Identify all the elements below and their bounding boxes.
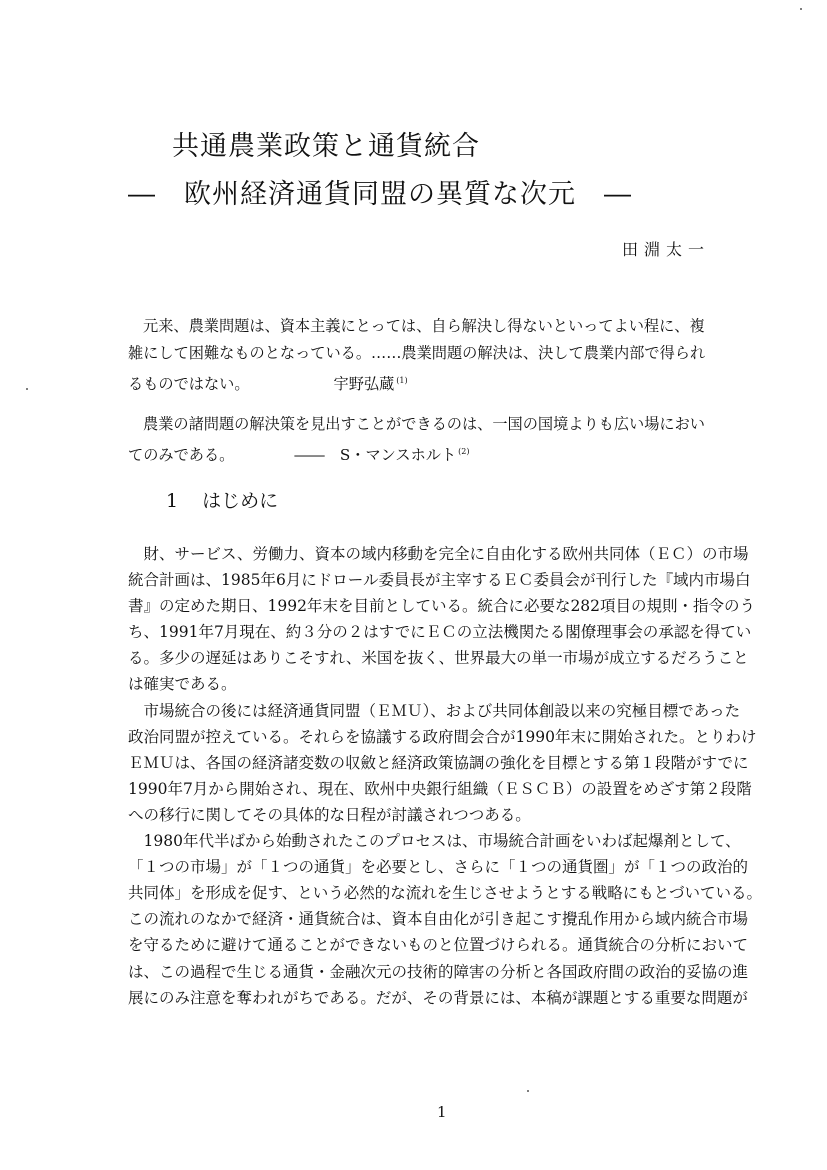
- body-line: は確実である。: [128, 675, 237, 694]
- epigraph-mansholt: [128, 411, 705, 469]
- title-line-1: 共通農業政策と通貨統合: [172, 131, 480, 162]
- body-line: 財、サービス、労働力、資本の域内移動を完全に自由化する欧州共同体（ＥＣ）の市場: [128, 545, 749, 563]
- author-name: 田淵太一: [622, 240, 711, 259]
- body-line: る。多少の遅延はありこそすれ、米国を抜く、世界最大の単一市場が成立するだろうこと: [128, 649, 749, 668]
- body-text: [128, 541, 762, 1011]
- epigraph-line: 農業の諸問題の解決策を見出すことができるのは、一国の国境よりも広い場におい: [143, 415, 705, 433]
- footnote-marker: (2): [458, 447, 470, 456]
- body-line: への移行に関してその具体的な日程が討議されつつある。: [128, 805, 531, 824]
- section-heading: [166, 486, 278, 513]
- body-line: 政治同盟が控えている。それらを協議する政府間会合が1990年末に開始された。とりわけ: [128, 727, 757, 746]
- epigraph-source: 宇野弘蔵: [333, 375, 395, 393]
- epigraph-source: ―― S・マンスホルト: [294, 446, 457, 464]
- epigraph-line: るものではない。: [128, 375, 250, 393]
- body-line: この流れのなかで経済・通貨統合は、資本自由化が引き起こす攪乱作用から域内統合市場: [128, 910, 749, 929]
- section-number: 1: [166, 490, 179, 512]
- scan-speck: [26, 388, 28, 390]
- body-line: 書』の定めた期日、1992年末を目前としている。統合に必要な282項目の規則・指令のう: [128, 597, 756, 616]
- body-line: 統合計画は、1985年6月にドロール委員長が主宰するＥＣ委員会が刊行した『域内市場白: [128, 571, 751, 590]
- body-line: 1980年代半ばから始動されたこのプロセスは、市場統合計画をいわば起爆剤として、: [128, 832, 741, 851]
- body-line: 共同体」を形成を促す、という必然的な流れを生じさせようとする戦略にもとづいている。: [128, 884, 762, 903]
- scan-speck: [800, 8, 802, 10]
- title-line-2: ― 欧州経済通貨同盟の異質な次元 ―: [128, 179, 632, 210]
- body-line: 「１つの市場」が「１つの通貨」を必要とし、さらに「１つの通貨圏」が「１つの政治的: [128, 858, 749, 877]
- body-line: 1990年7月から開始され、現在、欧州中央銀行組織（ＥＳＣＢ）の設置をめざす第２段階: [128, 779, 752, 798]
- body-line: ち、1991年7月現在、約３分の２はすでにＥＣの立法機関たる閣僚理事会の承認を得てい: [128, 623, 752, 642]
- body-line: 市場統合の後には経済通貨同盟（ＥＭＵ）、および共同体創設以来の究極目標であった: [128, 701, 741, 720]
- body-line: は、この過程で生じる通貨・金融次元の技術的障害の分析と各国政府間の政治的妥協の進: [128, 962, 749, 981]
- page-number: 1: [437, 1103, 447, 1121]
- epigraph-uno: [128, 313, 705, 398]
- footnote-marker: (1): [396, 376, 408, 385]
- epigraph-line: 雑にして困難なものとなっている。……農業問題の解決は、決して農業内部で得られ: [128, 344, 706, 362]
- epigraph-line: 元来、農業問題は、資本主義にとっては、自ら解決し得ないといってよい程に、複: [143, 317, 705, 335]
- epigraph-line: てのみである。: [128, 446, 235, 464]
- section-title: はじめに: [202, 490, 279, 512]
- body-line: を守るために避けて通ることができないものと位置づけられる。通貨統合の分析において: [128, 936, 749, 955]
- body-line: 展にのみ注意を奪われがちである。だが、その背景には、本稿が課題とする重要な問題が: [128, 988, 748, 1007]
- body-line: ＥＭＵは、各国の経済諸変数の収斂と経済政策協調の強化を目標とする第１段階がすでに: [128, 753, 749, 772]
- scan-speck: [527, 1090, 529, 1092]
